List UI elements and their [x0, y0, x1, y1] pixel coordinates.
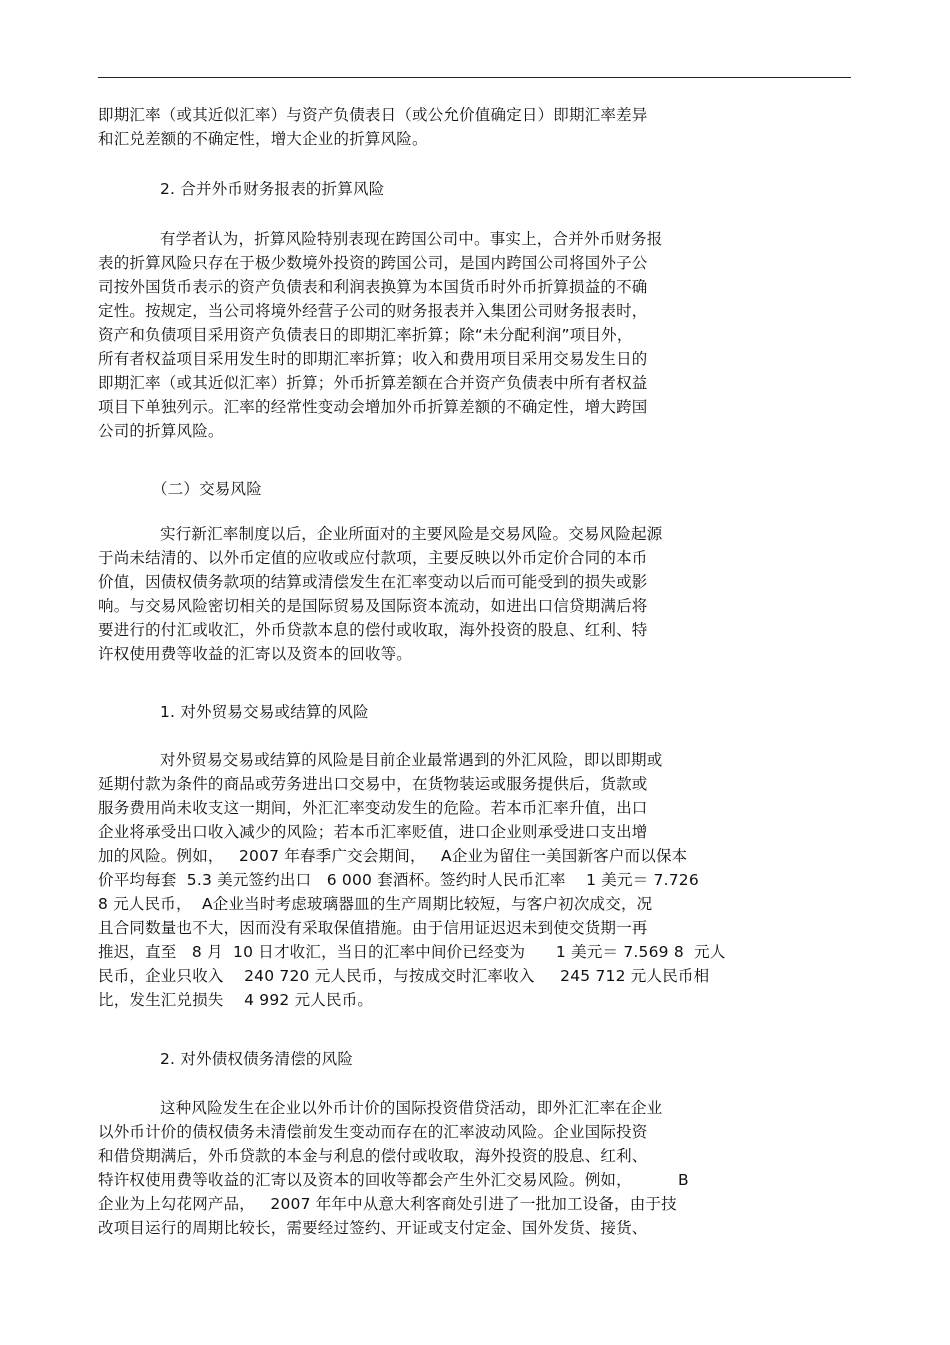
- text-line: 比，发生汇兑损失 4 992 元人民币。: [98, 991, 374, 1009]
- text-line: 实行新汇率制度以后，企业所面对的主要风险是交易风险。交易风险起源: [160, 525, 663, 543]
- text-line: 企业为上勾花网产品， 2007 年年中从意大利客商处引进了一批加工设备，由于技: [98, 1195, 677, 1213]
- text-line: 于尚未结清的、以外币定值的应收或应付款项，主要反映以外币定价合同的本币: [98, 549, 648, 567]
- text-line: 司按外国货币表示的资产负债表和利润表换算为本国货币时外币折算损益的不确: [98, 278, 648, 296]
- text-line: 即期汇率（或其近似汇率）折算；外币折算差额在合并资产负债表中所有者权益: [98, 374, 648, 392]
- text-line: 公司的折算风险。: [98, 422, 224, 440]
- text-line: 延期付款为条件的商品或劳务进出口交易中，在货物装运或服务提供后，货款或: [98, 775, 648, 793]
- section-heading: （二）交易风险: [152, 480, 262, 498]
- header-rule: [98, 77, 851, 78]
- text-line: 有学者认为，折算风险特别表现在跨国公司中。事实上，合并外币财务报: [160, 230, 663, 248]
- text-line: 和汇兑差额的不确定性，增大企业的折算风险。: [98, 130, 428, 148]
- text-line: 定性。按规定，当公司将境外经营子公司的财务报表并入集团公司财务报表时，: [98, 302, 648, 320]
- text-line: 推迟，直至 8 月 10 日才收汇，当日的汇率中间价已经变为 1 美元＝ 7.569 8 元人: [98, 943, 726, 961]
- text-line: 和借贷期满后，外币贷款的本金与利息的偿付或收取，海外投资的股息、红利、: [98, 1147, 648, 1165]
- text-line: 加的风险。例如， 2007 年春季广交会期间， A企业为留住一美国新客户而以保本: [98, 847, 688, 865]
- text-line: 且合同数量也不大，因而没有采取保值措施。由于信用证迟迟未到使交货期一再: [98, 919, 648, 937]
- section-heading: 2. 合并外币财务报表的折算风险: [160, 180, 385, 198]
- section-heading: 1. 对外贸易交易或结算的风险: [160, 703, 369, 721]
- text-line: 许权使用费等收益的汇寄以及资本的回收等。: [98, 645, 413, 663]
- text-line: 表的折算风险只存在于极少数境外投资的跨国公司，是国内跨国公司将国外子公: [98, 254, 648, 272]
- text-line: 8 元人民币， A企业当时考虑玻璃器皿的生产周期比较短，与客户初次成交，况: [98, 895, 653, 913]
- text-line: 价平均每套 5.3 美元签约出口 6 000 套酒杯。签约时人民币汇率 1 美元＝ 7.726: [98, 871, 699, 889]
- text-line: 以外币计价的债权债务未清偿前发生变动而存在的汇率波动风险。企业国际投资: [98, 1123, 648, 1141]
- section-heading: 2. 对外债权债务清偿的风险: [160, 1050, 354, 1068]
- text-line: 这种风险发生在企业以外币计价的国际投资借贷活动，即外汇汇率在企业: [160, 1099, 663, 1117]
- text-line: 所有者权益项目采用发生时的即期汇率折算；收入和费用项目采用交易发生日的: [98, 350, 648, 368]
- text-line: 要进行的付汇或收汇，外币贷款本息的偿付或收取，海外投资的股息、红利、特: [98, 621, 648, 639]
- text-line: 对外贸易交易或结算的风险是目前企业最常遇到的外汇风险，即以即期或: [160, 751, 663, 769]
- text-line: 民币，企业只收入 240 720 元人民币，与按成交时汇率收入 245 712 元人民币相: [98, 967, 710, 985]
- text-line: 服务费用尚未收支这一期间，外汇汇率变动发生的危险。若本币汇率升值，出口: [98, 799, 648, 817]
- text-line: 改项目运行的周期比较长，需要经过签约、开证或支付定金、国外发货、接货、: [98, 1219, 648, 1237]
- text-line: 企业将承受出口收入减少的风险；若本币汇率贬值，进口企业则承受进口支出增: [98, 823, 648, 841]
- text-line: 价值，因债权债务款项的结算或清偿发生在汇率变动以后而可能受到的损失或影: [98, 573, 648, 591]
- text-line: 响。与交易风险密切相关的是国际贸易及国际资本流动，如进出口信贷期满后将: [98, 597, 648, 615]
- text-line: 资产和负债项目采用资产负债表日的即期汇率折算；除“未分配利润”项目外，: [98, 326, 633, 344]
- text-line: 特许权使用费等收益的汇寄以及资本的回收等都会产生外汇交易风险。例如， B: [98, 1171, 689, 1189]
- text-line: 即期汇率（或其近似汇率）与资产负债表日（或公允价值确定日）即期汇率差异: [98, 106, 648, 124]
- text-line: 项目下单独列示。汇率的经常性变动会增加外币折算差额的不确定性，增大跨国: [98, 398, 648, 416]
